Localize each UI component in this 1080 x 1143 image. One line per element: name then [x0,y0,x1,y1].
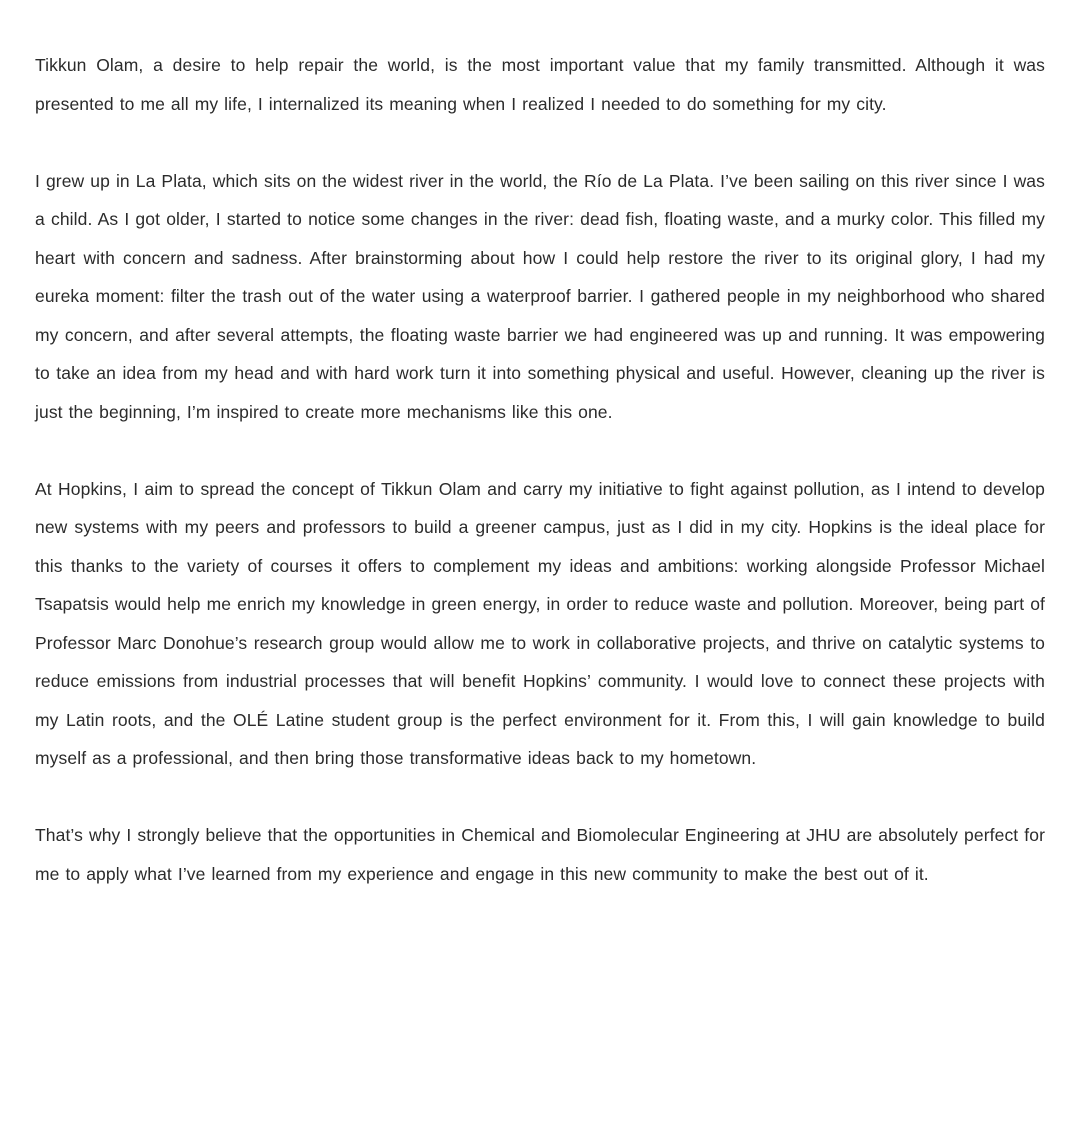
essay-paragraph-hopkins-goals: At Hopkins, I aim to spread the concept of Tikkun Olam and carry my initiative to fight against pollution, as I intend to develop new systems with my peers and professors to build a greener campus, just as I did in my city. Hopkins is the ideal place for this thanks to the variety of courses it offers to complement my ideas and ambitions: working alongside Professor Michael Tsapatsis would help me enrich my knowledge in green energy, in order to reduce waste and pollution. Moreover, being part of Professor Marc Donohue’s research group would allow me to work in collaborative projects, and thrive on catalytic systems to reduce emissions from industrial processes that will benefit Hopkins’ community. I would love to connect these projects with my Latin roots, and the OLÉ Latine student group is the perfect environment for it. From this, I will gain knowledge to build myself as a professional, and then bring those transformative ideas back to my hometown. [35,478,1045,768]
essay-paragraph-river-story: I grew up in La Plata, which sits on the widest river in the world, the Río de La Plata. I’ve been sailing on this river since I was a child. As I got older, I started to notice some changes in the river: dead fish, floating waste, and a murky color. This filled my heart with concern and sadness. After brainstorming about how I could help restore the river to its original glory, I had my eureka moment: filter the trash out of the water using a waterproof barrier. I gathered people in my neighborhood who shared my concern, and after several attempts, the floating waste barrier we had engineered was up and running. It was empowering to take an idea from my head and with hard work turn it into something physical and useful. However, cleaning up the river is just the beginning, I’m inspired to create more mechanisms like this one. [35,170,1045,422]
essay-paragraph-conclusion: That’s why I strongly believe that the opportunities in Chemical and Biomolecular Engineering at JHU are absolutely perfect for me to apply what I’ve learned from my experience and engage in this new community to make the best out of it. [35,825,1045,884]
essay-paragraph-intro: Tikkun Olam, a desire to help repair the world, is the most important value that my family transmitted. Although it was presented to me all my life, I internalized its meaning when I realized I needed to do something for my city. [35,55,1045,114]
